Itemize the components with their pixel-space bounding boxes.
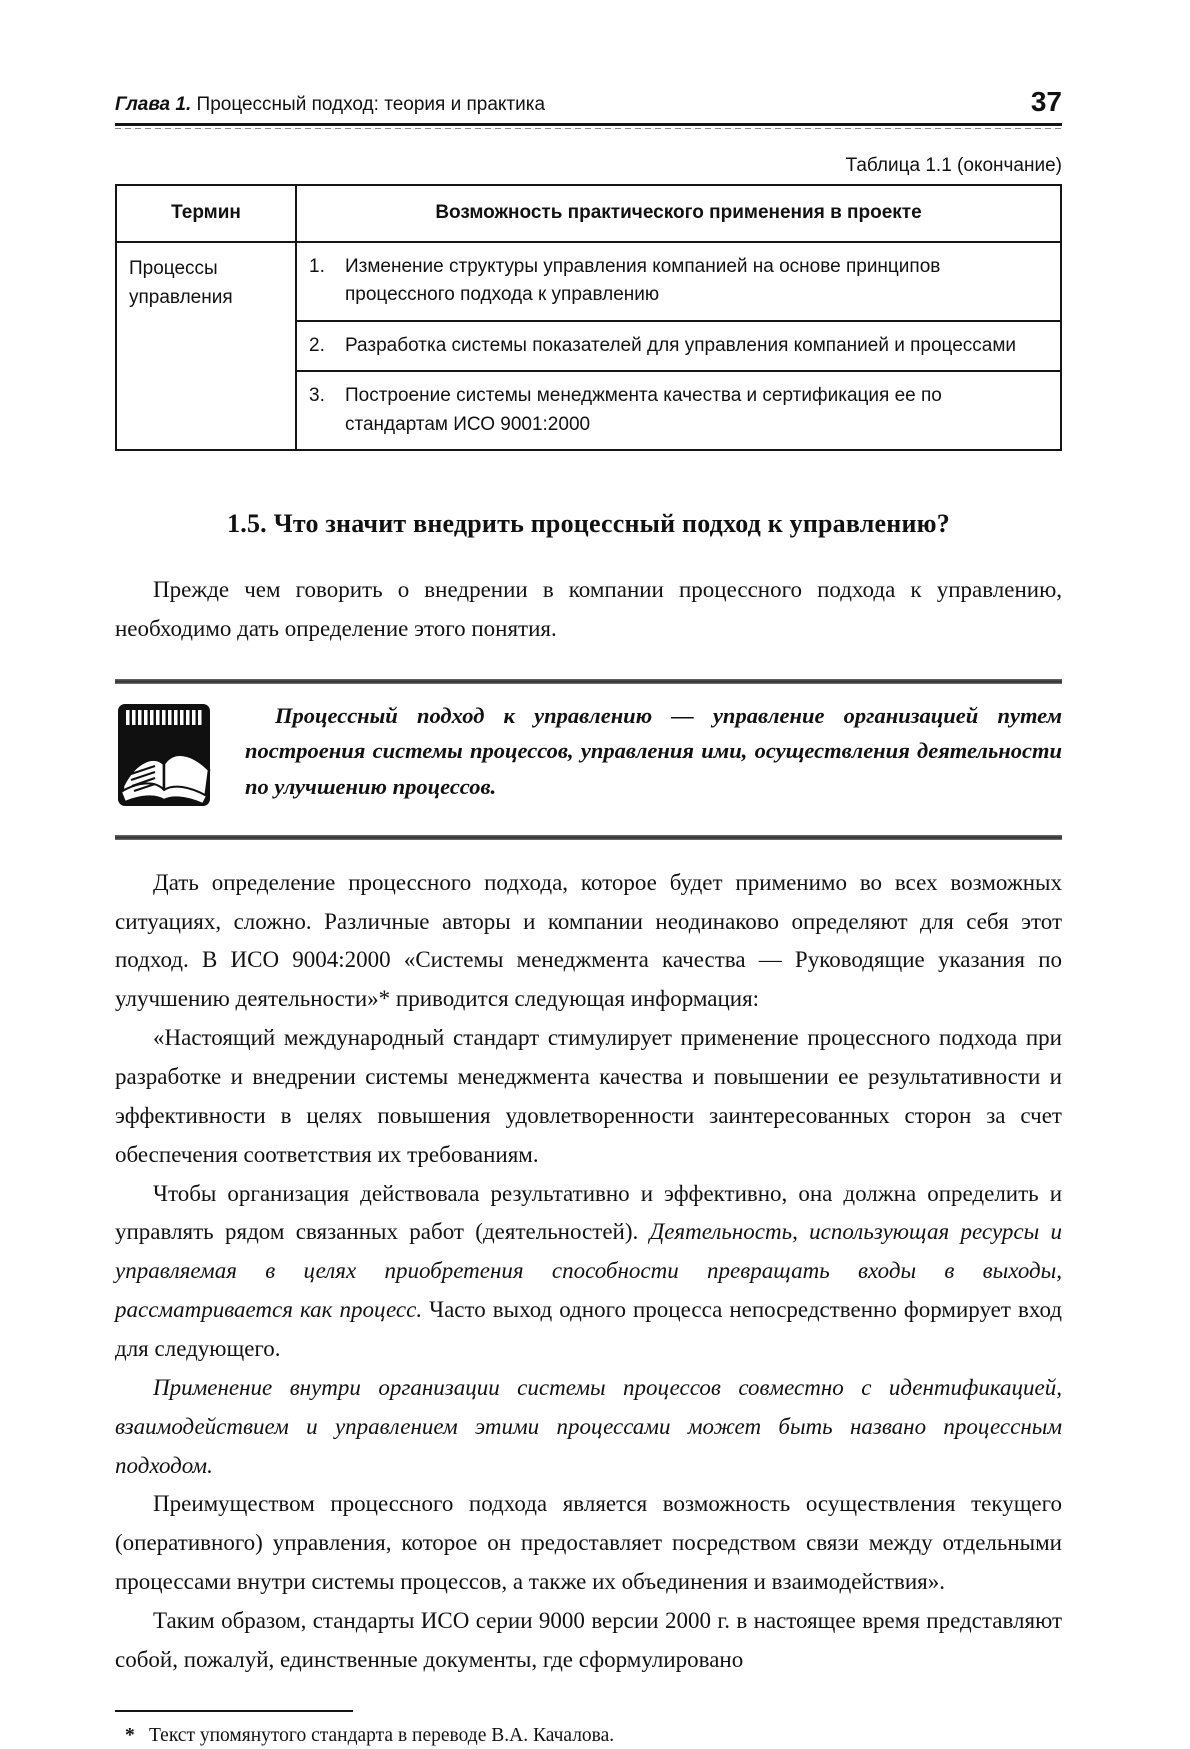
running-head-title [115,94,545,116]
page-number: 37 [1030,86,1062,117]
paragraph: Дать определение процессного подхода, которое будет применимо во всех возможных ситуациях, сложно. Различные авторы и компании неодинаково определяют для себя этот подход. В ИСО 9004:2000 «Системы менеджмента качества — Руководящие указания по улучшению деятельности»* приводится следующая информация: [115,869,1062,1012]
open-book-icon [115,700,215,817]
item-text: Построение системы менеджмента качества и сертификация ее по стандартам ИСО 9001:2000 [345,385,942,435]
definition-block [115,679,1062,840]
footnote-rule [115,1710,353,1712]
header-rule [115,123,1062,129]
paragraph-segment: Чтобы организация действовала результативно и эффективно, она должна определить и управлять рядом связанных работ (деятельностей). [115,1180,1062,1245]
item-number: 2. [309,334,325,356]
application-item-3 [296,371,1061,450]
column-header-term: Термин [116,185,296,242]
body-text [115,864,1062,1680]
table-header-row [116,185,1061,242]
footnote [115,1710,1062,1749]
item-text: Разработка системы показателей для управления компанией и процессами [345,334,1017,356]
chapter-label: Глава 1. [115,94,192,115]
item-number: 1. [309,255,325,277]
column-header-application: Возможность практического применения в проекте [296,185,1061,242]
chapter-title: Процессный подход: теория и практика [196,94,546,115]
intro-paragraph: Прежде чем говорить о внедрении в компании процессного подхода к управлению, необходимо дать определение этого понятия. [115,577,1062,641]
paragraph-segment-italic: Деятельность, использующая ресурсы и управляемая в целях приобретения способности превращать входы в выходы, рассматривается как процесс. [115,1219,1062,1323]
paragraph: «Настоящий международный стандарт стимулирует применение процессного подхода при разработке и внедрении системы менеджмента качества и повышении ее результативности и эффективности в целях повышения удовлетворенности заинтересованных сторон за счет обеспечения соответствия их требованиям. [115,1025,1062,1167]
table-1-1 [115,184,1062,451]
table-caption: Таблица 1.1 (окончание) [845,155,1062,176]
section-heading: 1.5. Что значит внедрить процессный подход к управлению? [227,509,950,538]
item-text: Изменение структуры управления компанией на основе принципов процессного подхода к управлению [345,255,941,305]
paragraph: Преимуществом процессного подхода является возможность осуществления текущего (оперативного) управления, которое он предоставляет посредством связи между отдельными процессами внутри системы процессов, а также их объединения и взаимодействия». [115,1491,1062,1595]
paragraph-segment: Часто выход одного процесса непосредственно формирует вход для следующего. [115,1297,1062,1362]
table-row [116,242,1061,321]
item-number: 3. [309,385,325,406]
paragraph [115,1175,1062,1369]
term-cell: Процессы управления [116,242,296,451]
application-item-2 [296,321,1061,372]
definition-rule-bottom [115,835,1062,840]
footnote-text: Текст упомянутого стандарта в переводе В.А. Качалова. [149,1724,615,1746]
running-head [115,88,1062,116]
definition-text: Процессный подход к управлению — управление организацией путем построения системы процессов, управления ими, осуществления деятельности по улучшению процессов. [245,702,1062,799]
footnote-marker: * [125,1724,135,1746]
application-item-1 [296,242,1061,321]
paragraph-italic: Применение внутри организации системы процессов совместно с идентификацией, взаимодействием и управлением этими процессами может быть названо процессным подходом. [115,1374,1062,1478]
paragraph: Таким образом, стандарты ИСО серии 9000 версии 2000 г. в настоящее время представляют собой, пожалуй, единственные документы, где сформулировано [115,1608,1062,1672]
